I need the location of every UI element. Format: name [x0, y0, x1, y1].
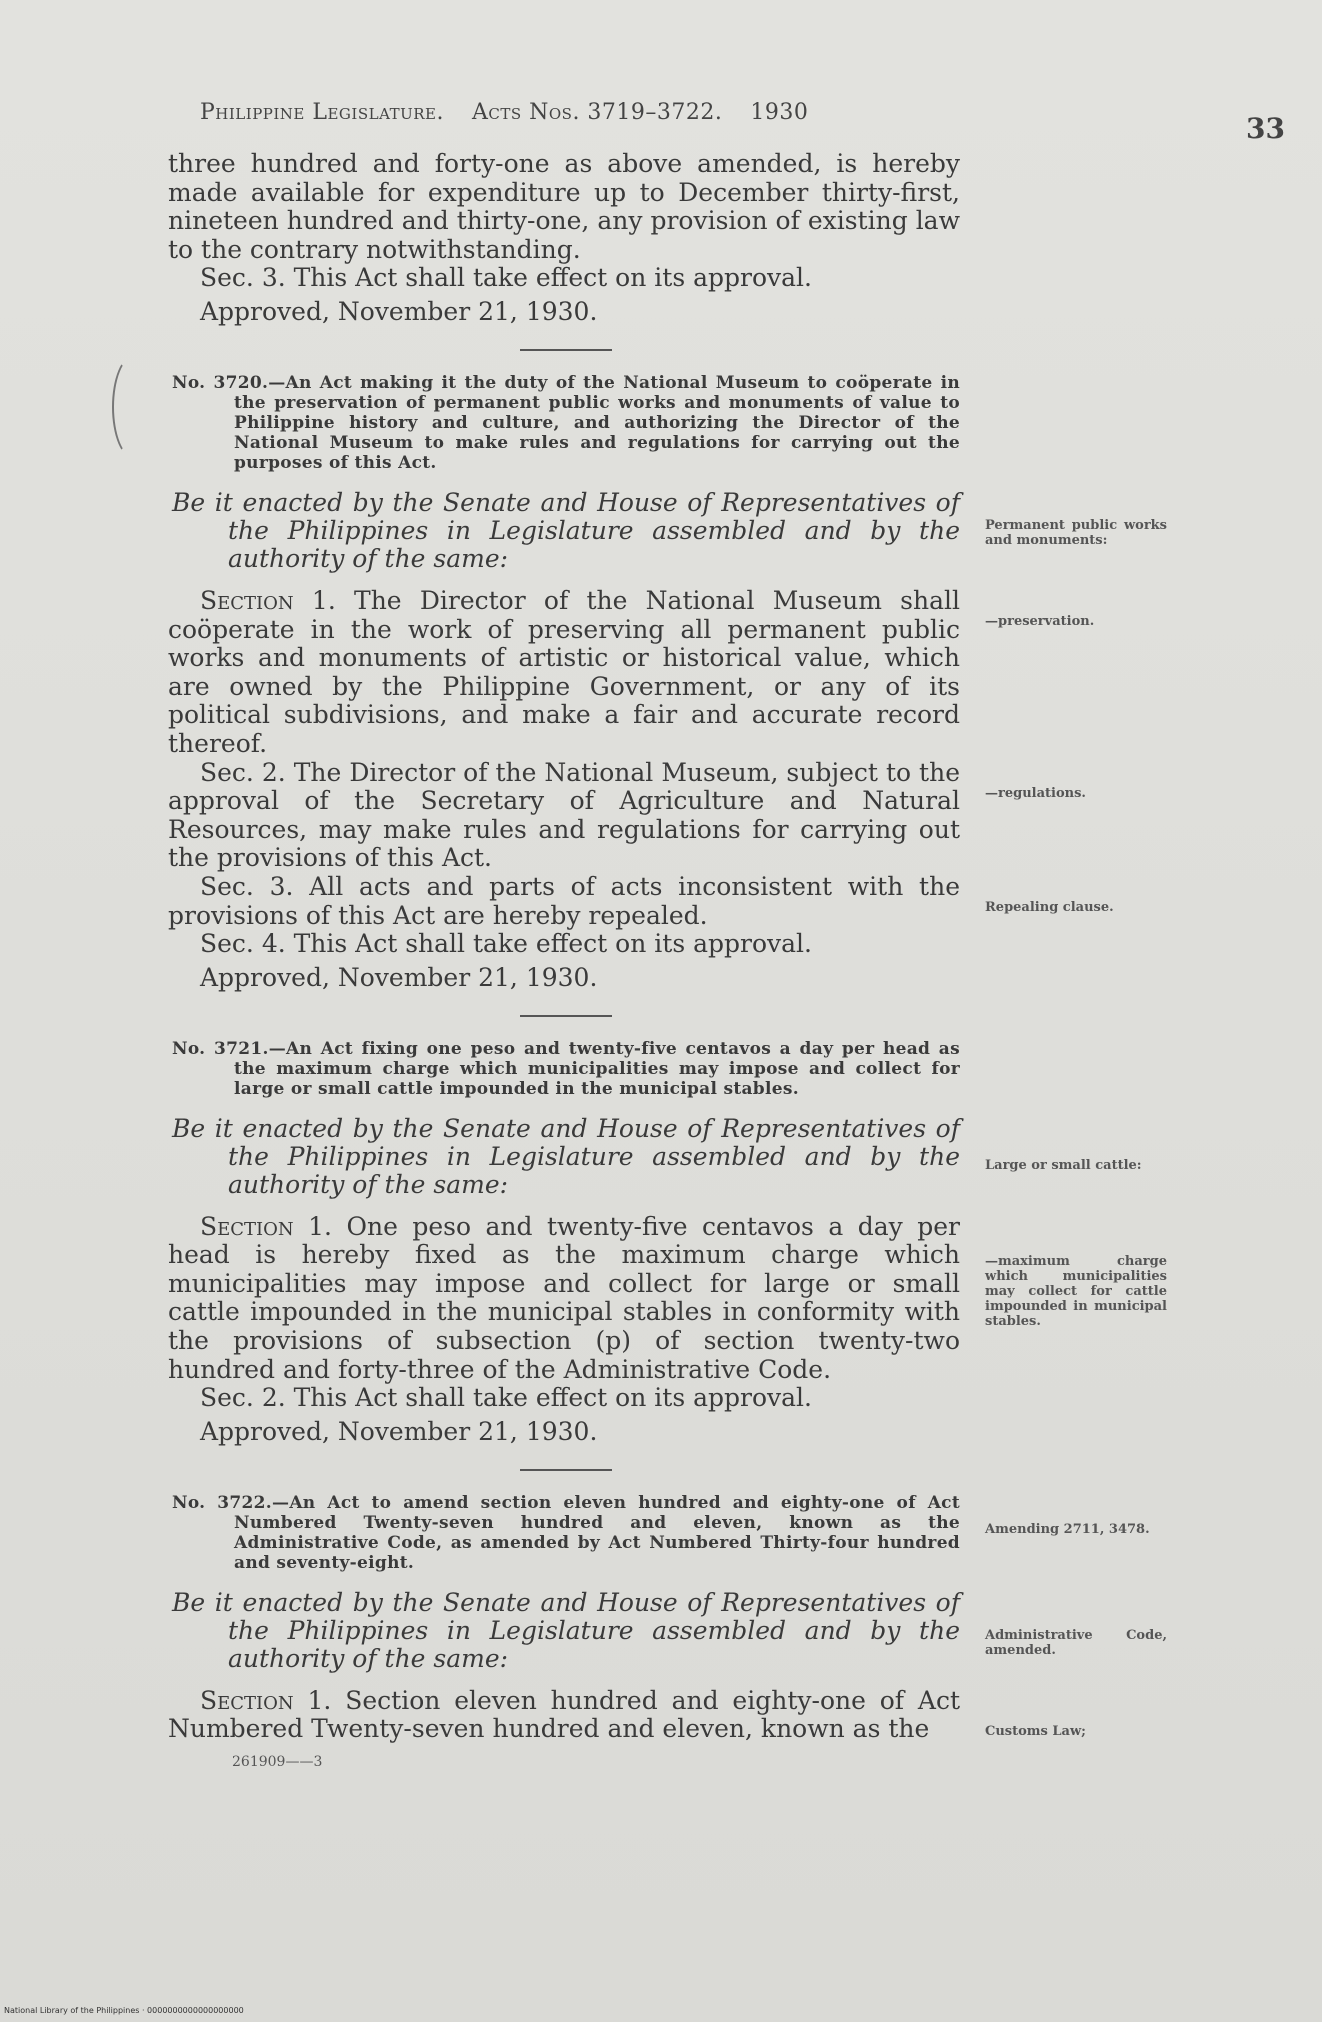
- section-divider: [520, 1469, 612, 1471]
- pencil-bracket-mark: [112, 355, 156, 459]
- act-3720-section-1: [168, 587, 960, 759]
- scan-footer: National Library of the Philippines · 0000000000000000000: [4, 2006, 244, 2015]
- margin-note-permanent-works: Permanent public works and monuments:: [985, 518, 1167, 548]
- header-legislature: Philippine Legislature.: [200, 100, 444, 125]
- approved-line-3719: Approved, November 21, 1930.: [200, 296, 598, 326]
- section-text: One peso and twenty-five centavos a day per head is hereby fixed as the maximum charge which municipalities may impose and collect for large or small cattle impounded in the municipal stables in conformity with the provisions of subsection (p) of section twenty-two hundred and forty-three of the Administrative Code.: [168, 1211, 960, 1384]
- continuation-section-3: Sec. 3. This Act shall take effect on its approval.: [200, 263, 812, 293]
- section-text: Section eleven hundred and eighty-one of Act Numbered Twenty-seven hundred and eleven, known as the: [168, 1685, 960, 1744]
- act-3720-section-2: Sec. 2. The Director of the National Museum, subject to the approval of the Secretary of Agriculture and Natural Resources, may make rules and regulations for carrying out the provisions of this Act.: [168, 757, 960, 873]
- act-3722-section-1: [168, 1687, 960, 1744]
- margin-note-administrative-code: Administrative Code, amended.: [985, 1628, 1167, 1658]
- act-3721-title: No. 3721.—An Act fixing one peso and twenty-five centavos a day per head as the maximum charge which municipalities may impose and collect for large or small cattle impounded in the municipal stables.: [172, 1038, 960, 1099]
- approved-line-3721: Approved, November 21, 1930.: [200, 1416, 598, 1446]
- approved-line-3720: Approved, November 21, 1930.: [200, 962, 598, 992]
- act-3722-title: No. 3722.—An Act to amend section eleven hundred and eighty-one of Act Numbered Twenty-seven hundred and eleven, known as the Administrative Code, as amended by Act Numbered Thirty-four hundred and seventy-eight.: [172, 1492, 960, 1573]
- act-3721-enacting-clause: Be it enacted by the Senate and House of Representatives of the Philippines in Legislature assembled and by the authority of the same:: [172, 1113, 960, 1199]
- act-3720-enacting-clause: Be it enacted by the Senate and House of Representatives of the Philippines in Legislature assembled and by the authority of the same:: [172, 487, 960, 573]
- section-divider: [520, 349, 612, 351]
- section-text: The Director of the National Museum shall coöperate in the work of preserving all permanent public works and monuments of artistic or historical value, which are owned by the Philippine Government, or any of its political subdivisions, and make a fair and accurate record thereof.: [168, 585, 960, 758]
- page-number: 33: [1246, 112, 1285, 145]
- act-3720-section-3: Sec. 3. All acts and parts of acts inconsistent with the provisions of this Act are hereby repealed.: [168, 871, 960, 930]
- act-3721-section-1: [168, 1213, 960, 1385]
- margin-note-regulations: —regulations.: [985, 786, 1086, 801]
- running-header: [200, 100, 960, 125]
- margin-note-repealing-clause: Repealing clause.: [985, 900, 1114, 915]
- section-label: Section 1.: [200, 585, 336, 615]
- act-3720-title: No. 3720.—An Act making it the duty of the National Museum to coöperate in the preservation of permanent public works and monuments of value to Philippine history and culture, and authorizing the Director of the National Museum to make rules and regulations for carrying out the purposes of this Act.: [172, 372, 960, 473]
- section-label: Section 1.: [200, 1211, 332, 1241]
- margin-note-customs-law: Customs Law;: [985, 1724, 1086, 1739]
- act-3720-section-4: Sec. 4. This Act shall take effect on its approval.: [200, 929, 812, 959]
- continuation-paragraph: three hundred and forty-one as above amended, is hereby made available for expenditure up to December thirty-first, nineteen hundred and thirty-one, any provision of existing law to the contrary notwithstanding.: [168, 149, 960, 264]
- act-3721-section-2: Sec. 2. This Act shall take effect on its approval.: [200, 1383, 812, 1413]
- margin-note-preservation: —preservation.: [985, 614, 1095, 629]
- header-acts: Acts Nos. 3719–3722.: [471, 100, 723, 125]
- section-divider: [520, 1015, 612, 1017]
- margin-note-cattle: Large or small cattle:: [985, 1158, 1142, 1173]
- section-label: Section 1.: [200, 1685, 332, 1715]
- header-year: 1930: [750, 100, 809, 125]
- margin-note-amending: Amending 2711, 3478.: [985, 1522, 1150, 1537]
- main-text-column: [168, 150, 960, 1770]
- printer-signature-mark: 261909——3: [232, 1754, 323, 1771]
- margin-note-maximum-charge: —maximum charge which municipalities may collect for cattle impounded in municipal stables.: [985, 1254, 1167, 1329]
- act-3722-enacting-clause: Be it enacted by the Senate and House of Representatives of the Philippines in Legislature assembled and by the authority of the same:: [172, 1587, 960, 1673]
